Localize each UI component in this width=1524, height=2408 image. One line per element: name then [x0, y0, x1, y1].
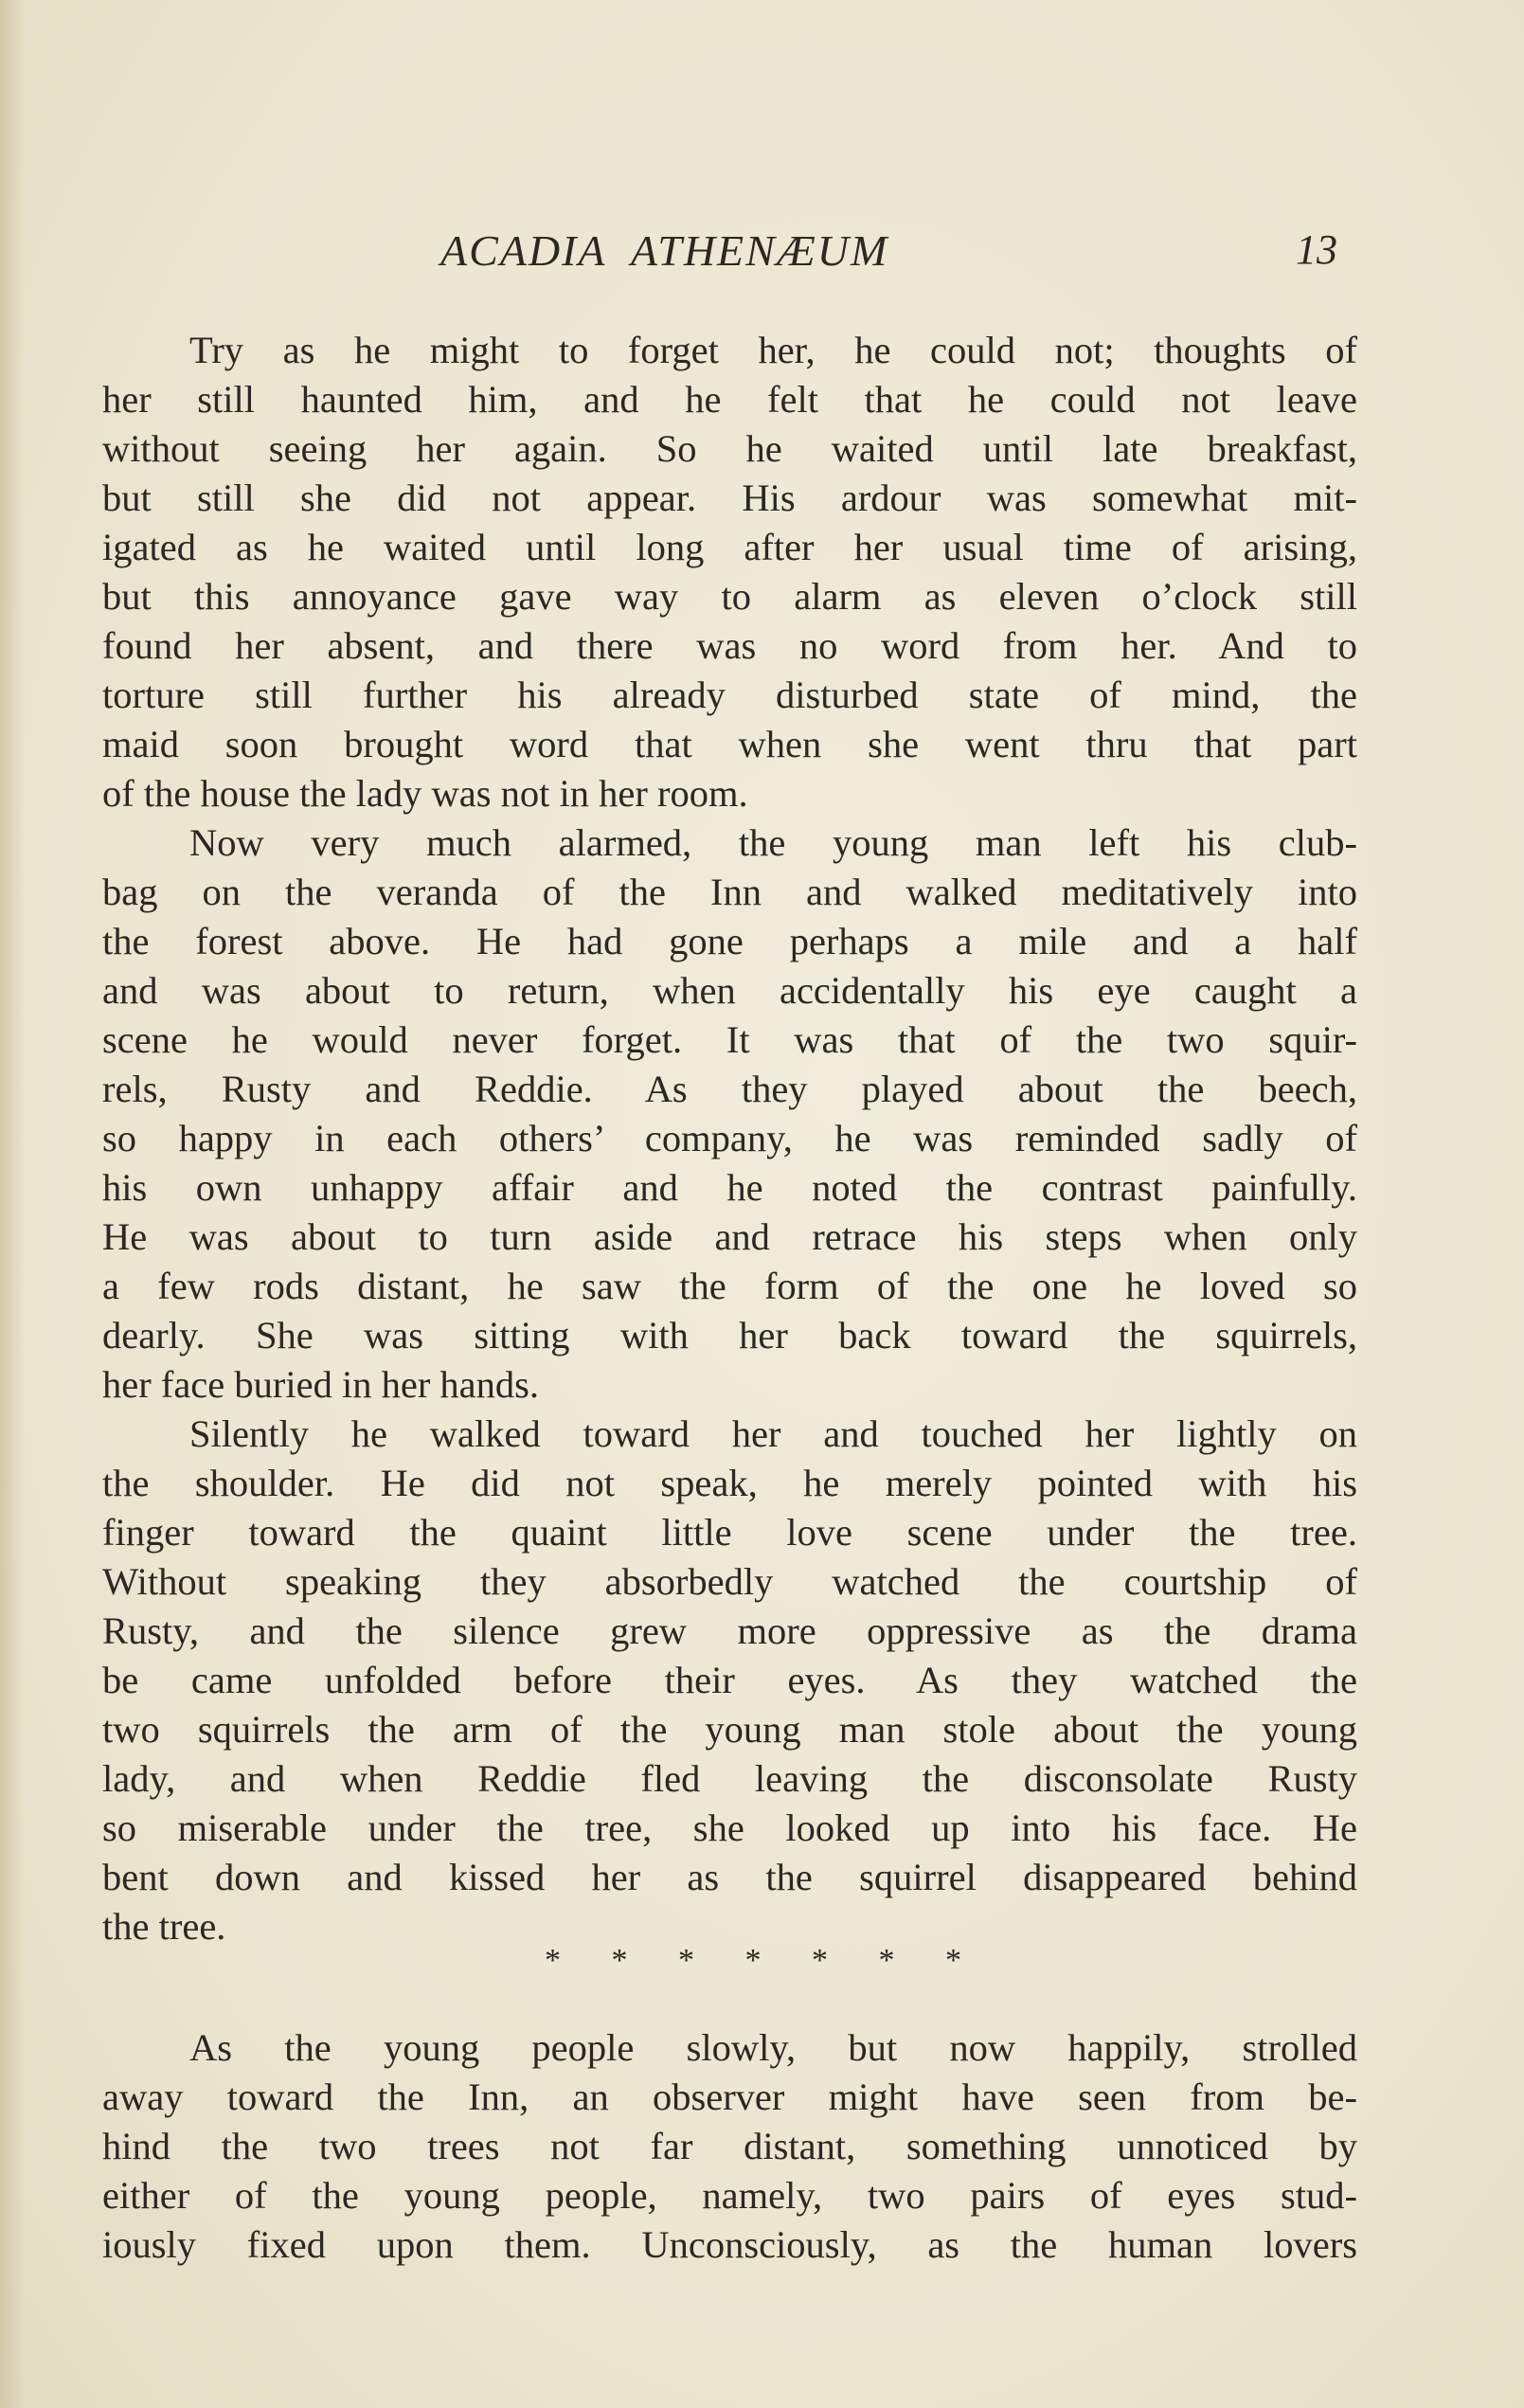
- asterisk: *: [545, 1943, 561, 1978]
- text-line: bag on the veranda of the Inn and walked meditatively into: [102, 871, 1357, 913]
- text-line: her face buried in her hands.: [102, 1363, 540, 1406]
- text-line: finger toward the quaint little love scene under the tree.: [102, 1511, 1357, 1554]
- text-line: igated as he waited until long after her usual time of arising,: [102, 526, 1357, 568]
- text-line: away toward the Inn, an observer might have seen from be-: [102, 2076, 1357, 2118]
- asterisk: *: [812, 1943, 828, 1978]
- text-line: Try as he might to forget her, he could not; thoughts of: [189, 329, 1357, 371]
- paragraph-2: [102, 818, 1357, 1410]
- asterisk: *: [678, 1943, 694, 1978]
- paragraph-4: [102, 2023, 1357, 2270]
- text-line: but still she did not appear. His ardour was somewhat mit-: [102, 476, 1357, 519]
- text-line: torture still further his already disturbed state of mind, the: [102, 674, 1357, 716]
- asterisk: *: [744, 1943, 762, 1978]
- text-line: Without speaking they absorbedly watched the courtship of: [102, 1560, 1357, 1603]
- text-line: the forest above. He had gone perhaps a mile and a half: [102, 920, 1357, 962]
- text-line: the tree.: [102, 1905, 226, 1948]
- text-line: so happy in each others’ company, he was reminded sadly of: [102, 1117, 1357, 1159]
- paragraph-3: [102, 1410, 1357, 1951]
- text-line: iously fixed upon them. Unconsciously, as the human lovers: [102, 2223, 1357, 2266]
- text-line: and was about to return, when accidentally his eye caught a: [102, 969, 1357, 1012]
- text-line: Silently he walked toward her and touched her lightly on: [189, 1412, 1357, 1455]
- asterisk: *: [945, 1943, 961, 1978]
- paragraph-1: [102, 326, 1357, 818]
- text-line: a few rods distant, he saw the form of the one he loved so: [102, 1265, 1357, 1307]
- body-text-after-break: [102, 2023, 1357, 2270]
- asterisk: *: [878, 1943, 895, 1978]
- asterisk: *: [611, 1943, 628, 1978]
- text-line: his own unhappy affair and he noted the contrast painfully.: [102, 1166, 1357, 1209]
- text-line: scene he would never forget. It was that of the two squir-: [102, 1018, 1357, 1061]
- text-line: be came unfolded before their eyes. As they watched the: [102, 1659, 1357, 1701]
- running-head: [0, 225, 1524, 292]
- text-line: found her absent, and there was no word from her. And to: [102, 624, 1357, 667]
- text-line: As the young people slowly, but now happily, strolled: [189, 2026, 1357, 2069]
- text-line: lady, and when Reddie fled leaving the disconsolate Rusty: [102, 1757, 1357, 1800]
- section-break: [545, 1942, 961, 1980]
- text-line: He was about to turn aside and retrace his steps when only: [102, 1215, 1357, 1258]
- body-text: [102, 326, 1357, 1951]
- text-line: Now very much alarmed, the young man left his club-: [189, 821, 1357, 864]
- text-line: maid soon brought word that when she went thru that part: [102, 723, 1357, 765]
- text-line: of the house the lady was not in her room.: [102, 772, 748, 815]
- text-line: Rusty, and the silence grew more oppressive as the drama: [102, 1609, 1357, 1652]
- page-number: 13: [1296, 226, 1337, 273]
- page-gutter-shadow: [0, 0, 25, 2408]
- text-line: the shoulder. He did not speak, he merely pointed with his: [102, 1462, 1357, 1504]
- text-line: two squirrels the arm of the young man stole about the young: [102, 1708, 1357, 1751]
- text-line: without seeing her again. So he waited until late breakfast,: [102, 427, 1357, 470]
- text-line: bent down and kissed her as the squirrel disappeared behind: [102, 1856, 1357, 1898]
- journal-title: ACADIA ATHENÆUM: [440, 226, 889, 275]
- text-line: but this annoyance gave way to alarm as eleven o’clock still: [102, 575, 1357, 618]
- text-line: dearly. She was sitting with her back toward the squirrels,: [102, 1314, 1357, 1357]
- text-line: rels, Rusty and Reddie. As they played about the beech,: [102, 1068, 1357, 1110]
- text-line: either of the young people, namely, two pairs of eyes stud-: [102, 2174, 1357, 2217]
- text-line: so miserable under the tree, she looked up into his face. He: [102, 1806, 1357, 1849]
- text-line: her still haunted him, and he felt that he could not leave: [102, 378, 1357, 421]
- text-line: hind the two trees not far distant, something unnoticed by: [102, 2125, 1357, 2167]
